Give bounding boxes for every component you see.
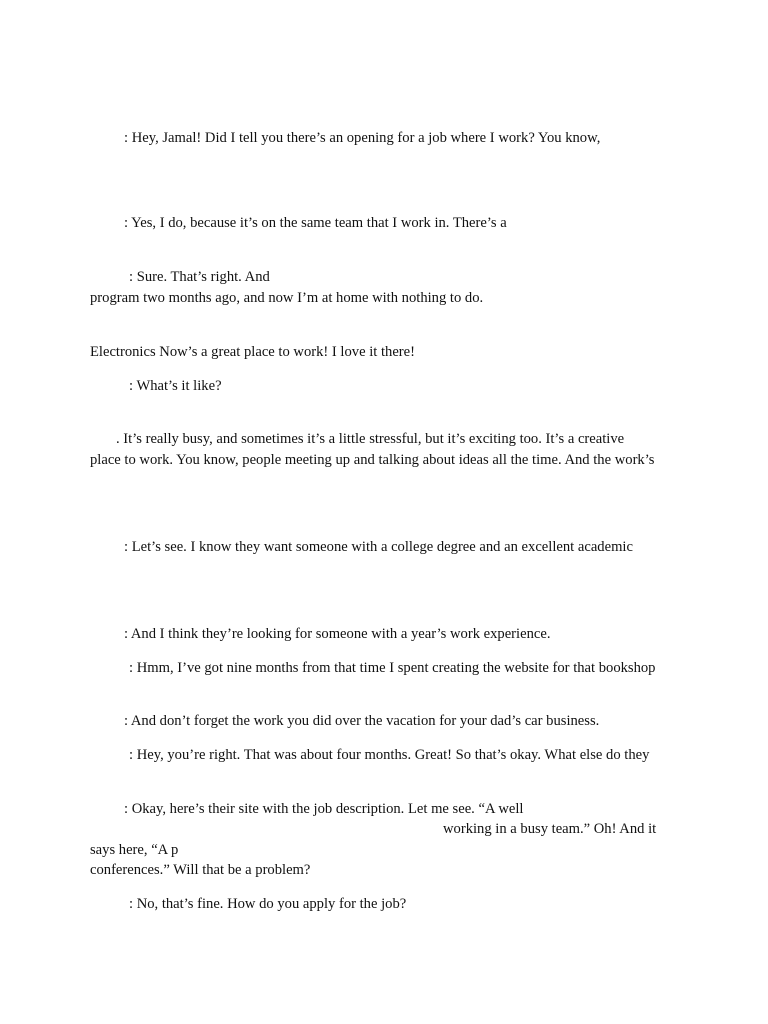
dialogue-line: : Let’s see. I know they want someone with a college degree and an excellent academic xyxy=(124,539,633,555)
dialogue-line: . It’s really busy, and sometimes it’s a little stressful, but it’s exciting too. It’s a creative xyxy=(116,431,625,447)
dialogue-line: : Hmm, I’ve got nine months from that time I spent creating the website for that bookshop xyxy=(129,660,656,676)
dialogue-line: : Hey, you’re right. That was about four months. Great! So that’s okay. What else do they xyxy=(129,747,650,763)
dialogue-line: says here, “A p xyxy=(90,842,179,858)
dialogue-line: conferences.” Will that be a problem? xyxy=(90,862,311,878)
dialogue-line: Electronics Now’s a great place to work! I love it there! xyxy=(90,344,415,360)
dialogue-line: : And don’t forget the work you did over the vacation for your dad’s car business. xyxy=(124,713,600,729)
dialogue-line: : Yes, I do, because it’s on the same team that I work in. There’s a xyxy=(124,215,507,231)
dialogue-line: : Hey, Jamal! Did I tell you there’s an opening for a job where I work? You know, xyxy=(124,130,601,146)
dialogue-line: : Okay, here’s their site with the job description. Let me see. “A well xyxy=(124,801,524,817)
dialogue-line: : What’s it like? xyxy=(129,378,222,394)
dialogue-line: program two months ago, and now I’m at home with nothing to do. xyxy=(90,290,484,306)
dialogue-line: : Sure. That’s right. And xyxy=(129,269,270,285)
dialogue-line: working in a busy team.” Oh! And it xyxy=(443,821,657,837)
dialogue-line: : No, that’s fine. How do you apply for the job? xyxy=(129,896,407,912)
dialogue-line: place to work. You know, people meeting up and talking about ideas all the time. And the work’s xyxy=(90,452,655,468)
dialogue-line: : And I think they’re looking for someone with a year’s work experience. xyxy=(124,626,551,642)
